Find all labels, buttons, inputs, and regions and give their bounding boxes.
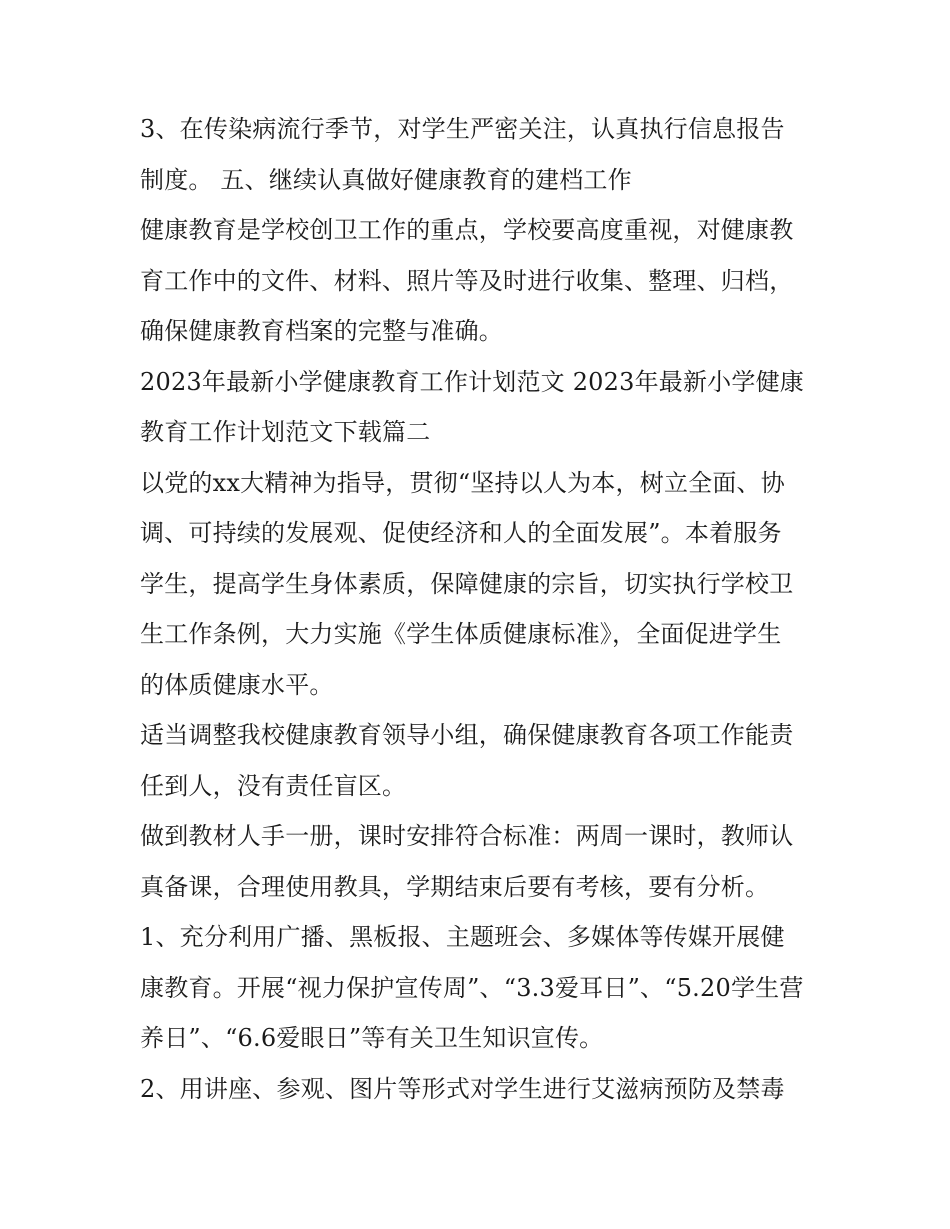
text-line: 适当调整我校健康教育领导小组，确保健康教育各项工作能责 (140, 721, 794, 749)
text-line: 生工作条例，大力实施《学生体质健康标准》，全面促进学生 (140, 620, 782, 648)
text-line: 学生，提高学生身体素质，保障健康的宗旨，切实执行学校卫 (140, 569, 794, 598)
document-body (140, 104, 820, 1114)
text-line: 做到教材人手一册，课时安排符合标准：两周一课时，教师认 (140, 822, 794, 850)
text-line: 养日”、“6.6爱眼日”等有关卫生知识宣传。 (140, 1024, 604, 1052)
text-line: 3、在传染病流行季节，对学生严密关注，认真执行信息报告 (140, 115, 785, 143)
text-line: 1、充分利用广播、黑板报、主题班会、多媒体等传媒开展健 (140, 923, 785, 951)
text-line: 的体质健康水平。 (140, 670, 334, 699)
text-line: 确保健康教育档案的完整与准确。 (140, 317, 503, 345)
text-line: 任到人，没有责任盲区。 (140, 771, 407, 800)
text-line: 健康教育是学校创卫工作的重点，学校要高度重视，对健康教 (140, 216, 794, 244)
text-line: 制度。 五、继续认真做好健康教育的建档工作 (140, 165, 632, 194)
text-line: 2023年最新小学健康教育工作计划范文 2023年最新小学健康 (140, 367, 804, 396)
text-line: 育工作中的文件、材料、照片等及时进行收集、整理、归档， (140, 266, 794, 295)
text-line: 真备课，合理使用教具，学期结束后要有考核，要有分析。 (140, 872, 770, 901)
text-line: 教育工作计划范文下载篇二 (140, 418, 431, 446)
text-line: 以党的xx大精神为指导，贯彻“坚持以人为本，树立全面、协 (140, 468, 785, 497)
text-line: 2、用讲座、参观、图片等形式对学生进行艾滋病预防及禁毒 (140, 1074, 785, 1103)
text-line: 康教育。开展“视力保护宣传周”、“3.3爱耳日”、“5.20学生营 (140, 973, 804, 1002)
text-line: 调、可持续的发展观、促使经济和人的全面发展”。本着服务 (140, 519, 782, 547)
